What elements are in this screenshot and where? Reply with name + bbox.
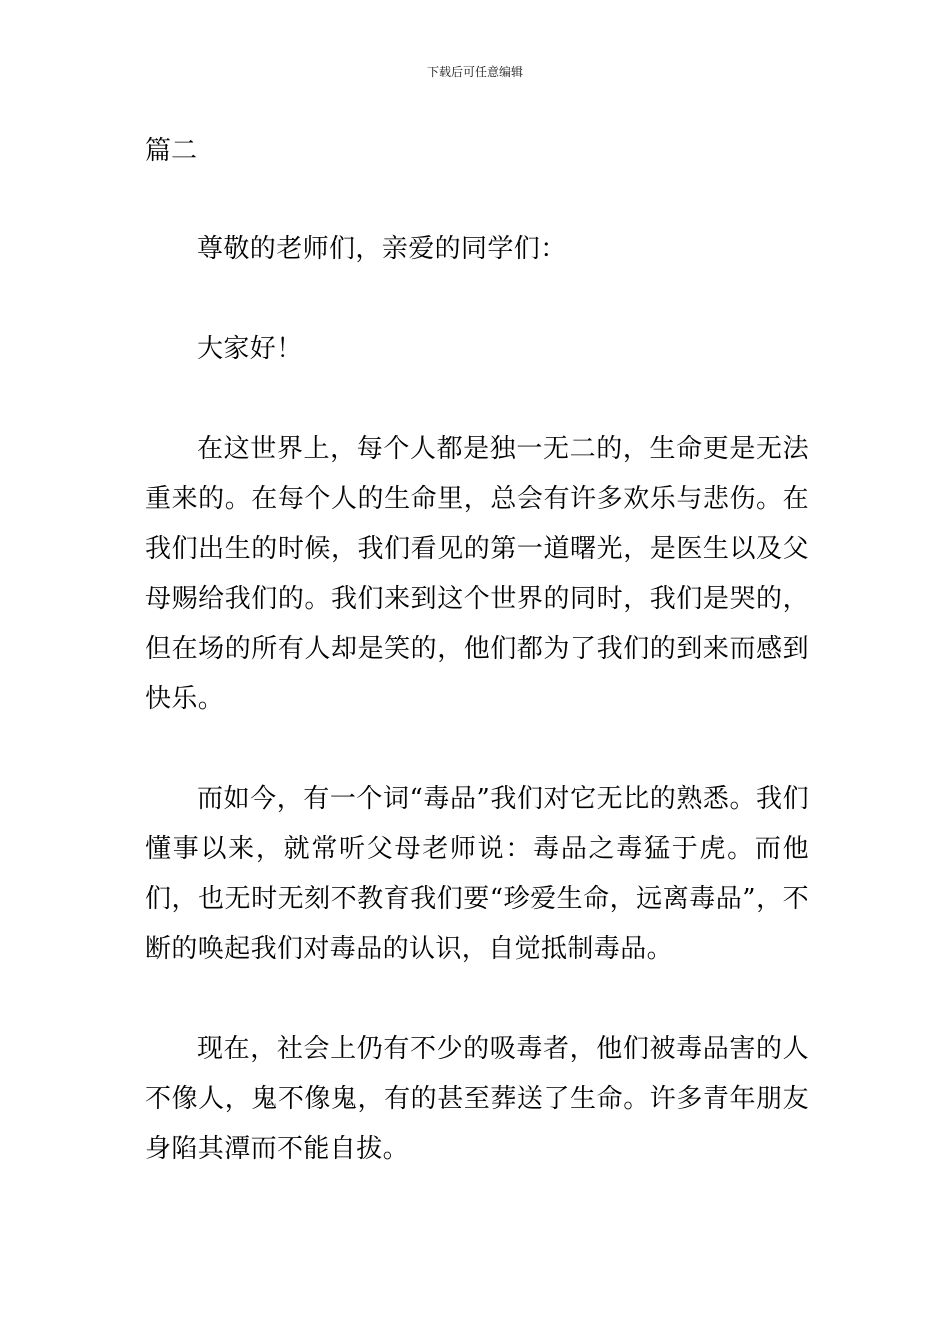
document-body [145, 128, 809, 1224]
body-paragraph-3: 现在，社会上仍有不少的吸毒者，他们被毒品害的人不像人，鬼不像鬼，有的甚至葬送了生命。许多青年朋友身陷其潭而不能自拔。 [145, 1034, 809, 1164]
greeting-paragraph: 大家好！ [197, 334, 303, 364]
body-paragraph-2: 而如今，有一个词“毒品”我们对它无比的熟悉。我们懂事以来，就常听父母老师说：毒品之毒猛于虎。而他们，也无时无刻不教育我们要“珍爱生命，远离毒品”，不断的唤起我们对毒品的认识，自觉抵制毒品。 [145, 784, 809, 964]
section-title: 篇二 [145, 136, 198, 166]
salutation-paragraph: 尊敬的老师们，亲爱的同学们： [197, 234, 567, 264]
header-note: 下载后可任意编辑 [426, 65, 523, 79]
body-paragraph-1: 在这世界上，每个人都是独一无二的，生命更是无法重来的。在每个人的生命里，总会有许多欢乐与悲伤。在我们出生的时候，我们看见的第一道曙光，是医生以及父母赐给我们的。我们来到这个世界的同时，我们是哭的，但在场的所有人却是笑的，他们都为了我们的到来而感到快乐。 [145, 434, 809, 714]
